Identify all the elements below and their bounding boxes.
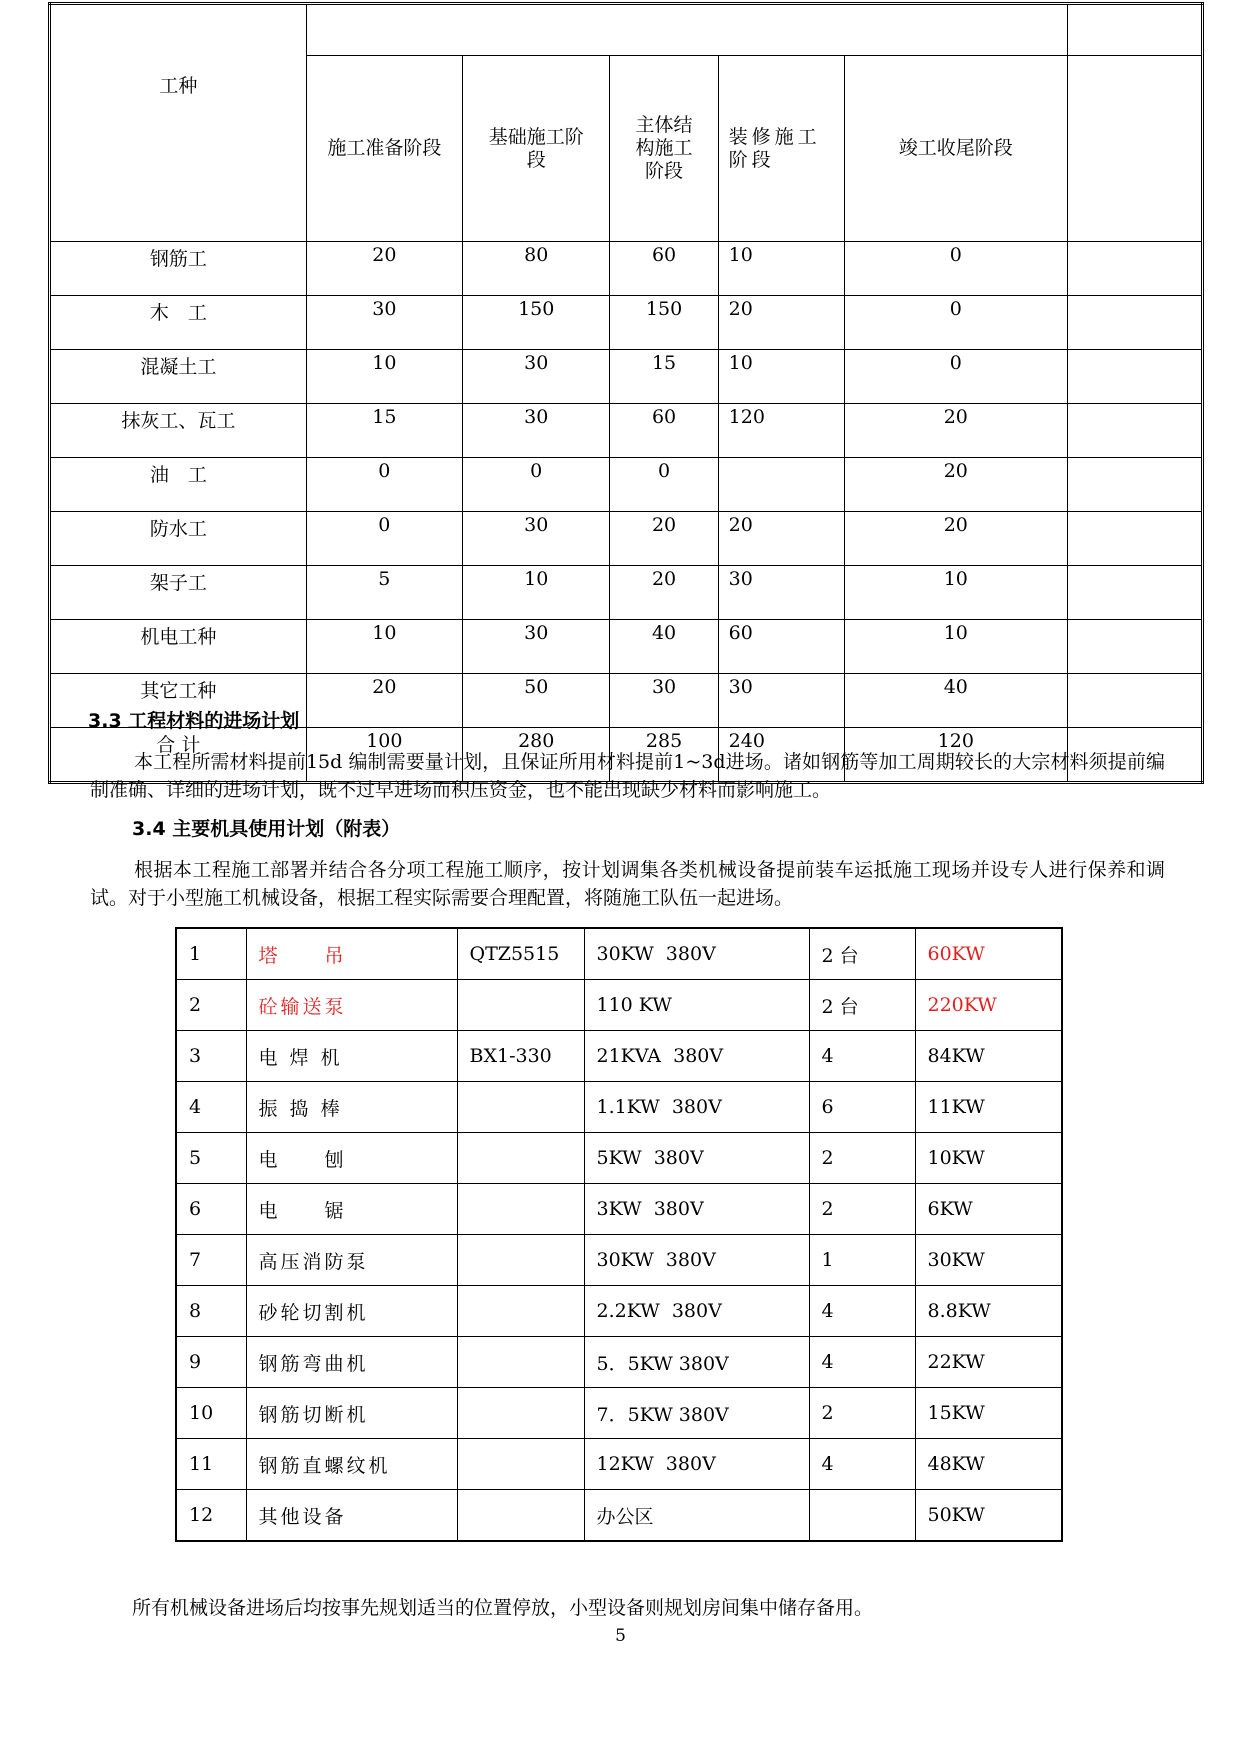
machine-name-cell: 钢筋切断机	[246, 1388, 457, 1439]
empty-cell	[1067, 674, 1202, 728]
worker-count-cell: 20	[610, 512, 718, 566]
empty-cell	[1067, 350, 1202, 404]
machine-spec-cell: 2.2KW 380V	[584, 1286, 809, 1337]
worker-count-cell: 20	[844, 512, 1067, 566]
table-row	[50, 350, 1203, 404]
machine-name-cell: 电 焊 机	[246, 1031, 457, 1082]
worker-count-cell: 120	[718, 404, 844, 458]
machine-power-cell: 15KW	[915, 1388, 1062, 1439]
machine-no-cell: 5	[176, 1133, 246, 1184]
machine-qty-cell: 2	[809, 1184, 915, 1235]
machine-name-cell: 电 锯	[246, 1184, 457, 1235]
worker-count-cell: 20	[718, 512, 844, 566]
worker-count-cell: 80	[463, 242, 610, 296]
worker-count-cell: 0	[844, 296, 1067, 350]
trade-name-cell: 钢筋工	[50, 242, 307, 296]
worker-count-cell: 150	[610, 296, 718, 350]
worker-count-cell: 30	[306, 296, 462, 350]
header-stage-4: 装修施工 阶段	[718, 56, 844, 242]
labor-plan-table	[48, 2, 1204, 784]
table-row	[176, 928, 1062, 980]
machine-spec-cell: 21KVA 380V	[584, 1031, 809, 1082]
machine-qty-cell: 4	[809, 1337, 915, 1388]
table-row	[176, 980, 1062, 1031]
worker-count-cell: 20	[306, 242, 462, 296]
worker-count-cell: 120	[844, 728, 1067, 783]
machine-no-cell: 2	[176, 980, 246, 1031]
trade-name-cell: 架子工	[50, 566, 307, 620]
machine-power-cell: 22KW	[915, 1337, 1062, 1388]
machine-name-cell: 钢筋直螺纹机	[246, 1439, 457, 1490]
table-row	[50, 512, 1203, 566]
machine-model-cell	[457, 1286, 584, 1337]
section-3-3-paragraph: 本工程所需材料提前15d 编制需要量计划，且保证所用材料提前1~3d进场。诸如钢筋等加工周期较长的大宗材料须提前编制准确、详细的进场计划，既不过早进场而积压资金，也不能出现缺少材料而影响施工。	[90, 751, 1165, 801]
machine-spec-cell: 30KW 380V	[584, 1235, 809, 1286]
worker-count-cell: 280	[463, 728, 610, 783]
machine-power-cell: 30KW	[915, 1235, 1062, 1286]
worker-count-cell: 20	[610, 566, 718, 620]
machine-power-cell: 48KW	[915, 1439, 1062, 1490]
machine-power-cell: 84KW	[915, 1031, 1062, 1082]
machine-power-cell: 6KW	[915, 1184, 1062, 1235]
table-row	[50, 296, 1203, 350]
table-row	[50, 620, 1203, 674]
worker-count-cell: 60	[718, 620, 844, 674]
trade-name-cell: 其它工种	[50, 674, 307, 728]
machine-spec-cell: 30KW 380V	[584, 928, 809, 980]
machine-power-cell: 60KW	[915, 928, 1062, 980]
empty-cell	[1067, 404, 1202, 458]
worker-count-cell: 30	[463, 404, 610, 458]
worker-count-cell: 30	[463, 512, 610, 566]
machine-no-cell: 11	[176, 1439, 246, 1490]
table-row	[50, 242, 1203, 296]
machine-no-cell: 6	[176, 1184, 246, 1235]
worker-count-cell: 10	[718, 242, 844, 296]
trade-name-cell: 合 计	[50, 728, 307, 783]
header-span-cell	[306, 4, 1067, 56]
machine-no-cell: 10	[176, 1388, 246, 1439]
machine-model-cell	[457, 1184, 584, 1235]
header-extra-cell	[1067, 4, 1202, 56]
machine-spec-cell: 110 KW	[584, 980, 809, 1031]
machine-spec-cell: 7．5KW 380V	[584, 1388, 809, 1439]
table-row	[50, 404, 1203, 458]
empty-cell	[1067, 566, 1202, 620]
page-number: 5	[615, 1626, 626, 1646]
machine-qty-cell: 4	[809, 1031, 915, 1082]
machine-qty-cell: 2 台	[809, 928, 915, 980]
closing-paragraph: 所有机械设备进场后均按事先规划适当的位置停放，小型设备则规划房间集中储存备用。	[132, 1597, 874, 1619]
worker-count-cell: 30	[718, 566, 844, 620]
worker-count-cell: 10	[463, 566, 610, 620]
table-row	[176, 1133, 1062, 1184]
header-stage-1: 施工准备阶段	[306, 56, 462, 242]
trade-name-cell: 抹灰工、瓦工	[50, 404, 307, 458]
machine-name-cell: 振 捣 棒	[246, 1082, 457, 1133]
machine-model-cell	[457, 1490, 584, 1542]
header-extra-cell	[1067, 56, 1202, 242]
worker-count-cell: 40	[844, 674, 1067, 728]
table-row	[50, 566, 1203, 620]
worker-count-cell: 10	[306, 350, 462, 404]
worker-count-cell: 10	[718, 350, 844, 404]
header-stage-5: 竣工收尾阶段	[844, 56, 1067, 242]
worker-count-cell: 15	[306, 404, 462, 458]
machine-name-cell: 砂轮切割机	[246, 1286, 457, 1337]
worker-count-cell: 0	[463, 458, 610, 512]
machine-spec-cell: 5KW 380V	[584, 1133, 809, 1184]
worker-count-cell: 0	[306, 458, 462, 512]
empty-cell	[1067, 512, 1202, 566]
worker-count-cell: 20	[718, 296, 844, 350]
machine-model-cell	[457, 1388, 584, 1439]
machine-model-cell	[457, 980, 584, 1031]
header-trade: 工种	[50, 4, 307, 242]
machine-qty-cell: 6	[809, 1082, 915, 1133]
header-stage-2: 基础施工阶 段	[463, 56, 610, 242]
machine-power-cell: 220KW	[915, 980, 1062, 1031]
table-row	[176, 1235, 1062, 1286]
machine-power-cell: 50KW	[915, 1490, 1062, 1542]
worker-count-cell: 30	[463, 350, 610, 404]
machinery-plan-table	[175, 927, 1063, 1542]
machine-model-cell	[457, 1337, 584, 1388]
worker-count-cell: 20	[844, 458, 1067, 512]
table-row	[176, 1439, 1062, 1490]
trade-name-cell: 木 工	[50, 296, 307, 350]
worker-count-cell: 150	[463, 296, 610, 350]
worker-count-cell: 5	[306, 566, 462, 620]
table-row	[176, 1082, 1062, 1133]
machine-name-cell: 砼输送泵	[246, 980, 457, 1031]
machine-model-cell: BX1-330	[457, 1031, 584, 1082]
worker-count-cell: 0	[844, 350, 1067, 404]
machine-spec-cell: 12KW 380V	[584, 1439, 809, 1490]
worker-count-cell: 0	[306, 512, 462, 566]
machine-power-cell: 8.8KW	[915, 1286, 1062, 1337]
empty-cell	[1067, 458, 1202, 512]
worker-count-cell	[718, 458, 844, 512]
table-row	[176, 1184, 1062, 1235]
machine-model-cell	[457, 1082, 584, 1133]
worker-count-cell: 10	[844, 566, 1067, 620]
worker-count-cell: 15	[610, 350, 718, 404]
machine-model-cell: QTZ5515	[457, 928, 584, 980]
worker-count-cell: 10	[306, 620, 462, 674]
machine-name-cell: 塔 吊	[246, 928, 457, 980]
worker-count-cell: 285	[610, 728, 718, 783]
machine-power-cell: 10KW	[915, 1133, 1062, 1184]
machine-no-cell: 9	[176, 1337, 246, 1388]
machine-qty-cell: 4	[809, 1439, 915, 1490]
machine-qty-cell: 1	[809, 1235, 915, 1286]
machine-name-cell: 钢筋弯曲机	[246, 1337, 457, 1388]
table-row	[176, 1388, 1062, 1439]
machine-name-cell: 高压消防泵	[246, 1235, 457, 1286]
machine-name-cell: 其他设备	[246, 1490, 457, 1542]
worker-count-cell: 20	[844, 404, 1067, 458]
machine-no-cell: 7	[176, 1235, 246, 1286]
worker-count-cell: 240	[718, 728, 844, 783]
machine-model-cell	[457, 1235, 584, 1286]
empty-cell	[1067, 242, 1202, 296]
machine-no-cell: 8	[176, 1286, 246, 1337]
machine-spec-cell: 3KW 380V	[584, 1184, 809, 1235]
trade-name-cell: 混凝土工	[50, 350, 307, 404]
worker-count-cell: 60	[610, 242, 718, 296]
section-3-3-heading: 3.3 工程材料的进场计划	[88, 710, 300, 732]
machine-model-cell	[457, 1133, 584, 1184]
machine-name-cell: 电 刨	[246, 1133, 457, 1184]
machine-qty-cell: 2	[809, 1388, 915, 1439]
section-3-4-heading: 3.4 主要机具使用计划（附表）	[132, 818, 401, 840]
worker-count-cell: 30	[463, 620, 610, 674]
table-row	[176, 1337, 1062, 1388]
machine-qty-cell: 4	[809, 1286, 915, 1337]
table-row	[176, 1286, 1062, 1337]
table-row	[50, 458, 1203, 512]
machine-no-cell: 12	[176, 1490, 246, 1542]
trade-name-cell: 机电工种	[50, 620, 307, 674]
empty-cell	[1067, 620, 1202, 674]
worker-count-cell: 50	[463, 674, 610, 728]
worker-count-cell: 10	[844, 620, 1067, 674]
worker-count-cell: 20	[306, 674, 462, 728]
worker-count-cell: 30	[718, 674, 844, 728]
table-row	[176, 1490, 1062, 1542]
worker-count-cell: 60	[610, 404, 718, 458]
empty-cell	[1067, 296, 1202, 350]
machine-no-cell: 1	[176, 928, 246, 980]
machine-qty-cell: 2 台	[809, 980, 915, 1031]
trade-name-cell: 油 工	[50, 458, 307, 512]
machine-no-cell: 4	[176, 1082, 246, 1133]
section-3-4-paragraph: 根据本工程施工部署并结合各分项工程施工顺序，按计划调集各类机械设备提前装车运抵施工现场并设专人进行保养和调试。对于小型施工机械设备，根据工程实际需要合理配置，将随施工队伍一起进场。	[90, 859, 1165, 909]
machine-spec-cell: 5．5KW 380V	[584, 1337, 809, 1388]
worker-count-cell: 0	[610, 458, 718, 512]
table-row	[176, 1031, 1062, 1082]
trade-name-cell: 防水工	[50, 512, 307, 566]
machine-no-cell: 3	[176, 1031, 246, 1082]
worker-count-cell: 0	[844, 242, 1067, 296]
worker-count-cell: 40	[610, 620, 718, 674]
worker-count-cell: 30	[610, 674, 718, 728]
machine-spec-cell: 1.1KW 380V	[584, 1082, 809, 1133]
machine-spec-cell: 办公区	[584, 1490, 809, 1542]
header-stage-3: 主体结 构施工 阶段	[610, 56, 718, 242]
worker-count-cell: 100	[306, 728, 462, 783]
machine-power-cell: 11KW	[915, 1082, 1062, 1133]
machine-qty-cell: 2	[809, 1133, 915, 1184]
machine-model-cell	[457, 1439, 584, 1490]
machine-qty-cell	[809, 1490, 915, 1542]
